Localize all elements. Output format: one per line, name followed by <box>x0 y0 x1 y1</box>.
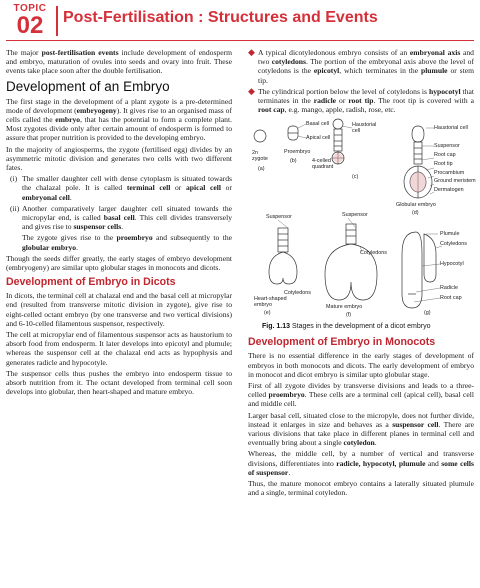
monocot-paragraph-2: First of all zygote divides by transverse divisions and leads to a three-celled proembryo. These cells are a terminal cell (apical cell), basal cell and middle cell. <box>248 381 474 409</box>
figure-caption <box>262 322 474 331</box>
cotyledons-label-3: Cotyledons <box>440 241 467 248</box>
bullet-marker: ◆ <box>248 85 255 96</box>
procambium-label: Procambium <box>434 170 465 177</box>
ground-meristem-label: Ground meristem <box>434 178 476 185</box>
haustorial-cell-label: Haustorial cell <box>352 122 377 135</box>
dicot-embryo-bullet: A typical dicotyledonous embryo consists of an embryonal axis and two cotyledons. The portion of the embryonal axis above the level of cotyledons is the epicotyl, which terminates in the plumule or stem tip. <box>258 48 475 85</box>
list-item <box>6 174 232 202</box>
root-cap-label-2: Root cap <box>440 295 462 302</box>
embryo-development-figure <box>248 116 474 364</box>
proembryo-label: Proembryo <box>284 149 311 156</box>
left-column <box>6 48 232 399</box>
list-item <box>6 204 232 232</box>
figure-label-b: (b) <box>290 158 297 165</box>
figure-label-g: (g) <box>424 310 431 317</box>
quadrant-label: 4-celled quadrant <box>312 158 334 171</box>
hypocotyl-label: Hypocotyl <box>440 261 464 268</box>
bullet-item <box>248 48 474 85</box>
page-title: Post-Fertilisation : Structures and Events <box>63 9 378 26</box>
topic-badge <box>6 3 54 38</box>
topic-label: TOPIC <box>13 3 47 14</box>
seed-stages-paragraph: Though the seeds differ greatly, the early stages of embryo development (embryogeny) are similar upto globular stages in monocots and dicots. <box>6 253 232 273</box>
proembryo-text: The zygote gives rise to the proembryo and subsequently to the globular embryo. <box>22 233 232 252</box>
mature-embryo-label: Mature embryo <box>326 304 363 311</box>
monocot-paragraph-3: Larger basal cell, situated close to the micropyle, does not further divide, instead it enlarges in size and behaves as a suspensor cell. There are various divisions that take place in different planes in terminal cell and eventually bring about a single cotyledon. <box>248 410 475 448</box>
section-heading-embryo: Development of an Embryo <box>6 78 170 94</box>
dicot-paragraph-3: The suspensor cells thus pushes the embryo into endosperm tissue to absorb nutrition from it. The octant developed from terminal cell soon develops into globular, then heart-shaped and mature embryo. <box>6 368 232 397</box>
suspensor-label-1: Suspensor <box>434 143 460 150</box>
header-rule <box>6 40 474 41</box>
page-header <box>0 0 480 42</box>
header-divider <box>56 6 58 36</box>
plumule-label: Plumule <box>440 231 460 238</box>
embryogeny-paragraph: The first stage in the development of a plant zygote is a pre-determined mode of development (embryogeny). It gives rise to an organised mass of cells called the embryo, that has the potential to form a complete plant. Most zygotes divide only after certain amount of endosperm is formed to assure that proper nutrition is provided to the developing embryo. <box>6 96 232 143</box>
hypocotyl-bullet: The cylindrical portion below the level of cotyledons is hypocotyl that terminates in the radicle or root tip. The root tip is covered with a root cap, e.g. mango, apple, radish, rose, etc. <box>258 86 475 115</box>
zygote-division-paragraph: In the majority of angiosperms, the zygote (fertilised egg) divides by an asymmetric mitotic division and generates two cells with two different fates. <box>6 144 232 173</box>
haustorial-cell-label-2: Haustorial cell <box>434 125 468 132</box>
apical-cell-label: Apical cell <box>306 135 331 142</box>
bullet-item <box>248 87 474 115</box>
suspensor-label-2: Suspensor <box>266 214 292 221</box>
section-heading-monocots: Development of Embryo in Monocots <box>248 336 436 349</box>
zygote-cell <box>254 130 266 142</box>
root-tip-label: Root tip <box>434 161 453 168</box>
suspensor-label-3: Suspensor <box>342 212 368 219</box>
bullet-marker: ◆ <box>248 47 255 57</box>
topic-number: 02 <box>16 12 44 39</box>
right-column <box>248 48 474 499</box>
heart-shaped-embryo-label: Heart-shaped embryo <box>254 296 287 309</box>
monocot-paragraph-5: Thus, the mature monocot embryo contains a laterally situated plumule and a single, terminal cotyledon. <box>248 479 474 498</box>
dermatogen-label: Dermatogen <box>434 187 464 194</box>
list-marker: (i) <box>10 174 18 184</box>
figure-label-c: (c) <box>352 174 359 181</box>
figure-label-f: (f) <box>346 312 352 319</box>
monocot-paragraph-1: There is no essential difference in the early stages of development of embryos in both monocots and dicots. The early development of embryo in monocot and dicot embryo is similar upto globular stage. <box>248 351 474 379</box>
figure-label-a: (a) <box>258 166 265 173</box>
cotyledons-label-2: Cotyledons <box>284 290 311 297</box>
basal-cell-text: Another comparatively larger daughter cell situated towards the micropylar end, is called basal cell. This cell divides transversely and gives rise to suspensor cells. <box>22 203 232 232</box>
figure-caption-number: Fig. 1.13 <box>262 323 291 331</box>
monocot-paragraph-4: Whereas, the middle cell, by a number of vertical and transverse divisions, differentiates into radicle, hypocotyl, plumule and some cells of suspensor. <box>248 449 474 477</box>
terminal-cell-text: The smaller daughter cell with dense cytoplasm is situated towards the chalazal pole. It is called terminal cell or apical cell or embryonal cell. <box>22 174 232 202</box>
cotyledons-label-1: Cotyledons <box>360 250 387 257</box>
list-marker: (ii) <box>10 203 20 213</box>
figure-label-d: (d) <box>412 210 419 217</box>
section-heading-dicots: Development of Embryo in Dicots <box>6 276 176 289</box>
dicot-paragraph-2: The cell at micropylar end of filamentous suspensor acts as haustorium to absorb food from endosperm. It later develops into epicotyl and plumule; whereas the suspensor cell at the chalazal end acts as hypophysis and generates radicle and hypocotyle. <box>6 330 232 367</box>
root-cap-label-1: Root cap <box>434 152 456 159</box>
basal-cell-label: Basal cell <box>306 121 330 128</box>
globular-embryo-label: Globular embryo <box>396 202 436 209</box>
figure-label-e: (e) <box>264 310 271 317</box>
dicot-paragraph-1: In dicots, the terminal cell at chalazal end and the basal cell at micropylar end (resulted from transverse mitotic division in zygote), give rise to eight-celled octant embryo (by one transverse and two vertical divisions) and 6-10-celled filamentous suspensor, respectively. <box>6 291 232 328</box>
radicle-label: Radicle <box>440 285 458 292</box>
zygote-label: 2n zygote <box>252 150 268 163</box>
intro-paragraph: The major post-fertilisation events include development of endosperm and embryo, maturation of ovules into seeds and ovary into fruit. These events take place soon after the double fertilisation. <box>6 48 233 76</box>
figure-caption-text: Stages in the development of a dicot embryo <box>291 323 431 331</box>
